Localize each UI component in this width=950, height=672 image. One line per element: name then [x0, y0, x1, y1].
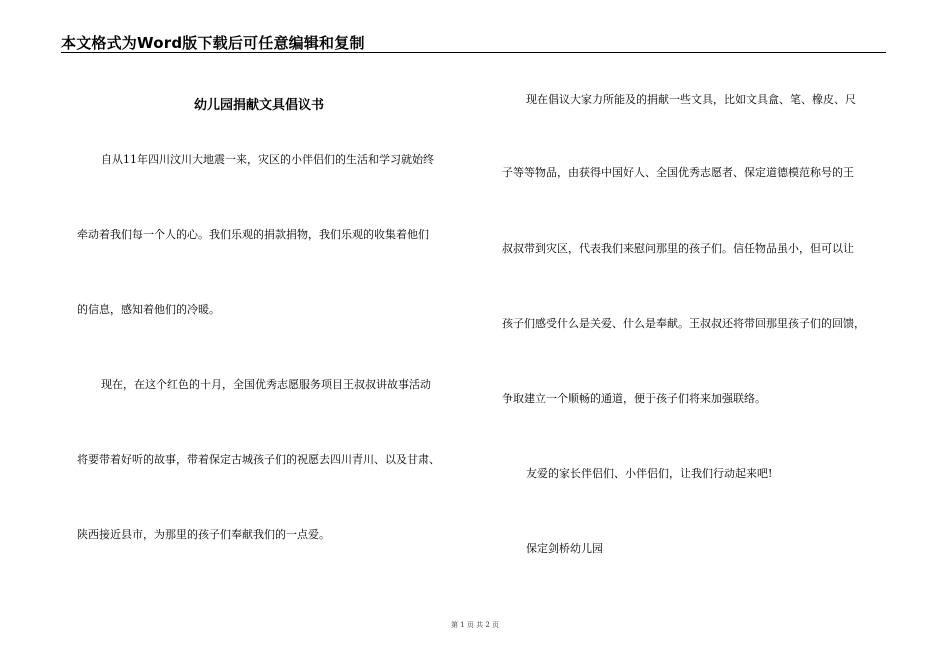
paragraph-line: 的信息，感知着他们的冷暖。	[77, 303, 220, 316]
paragraph-line: 争取建立一个顺畅的通道，便于孩子们将来加强联络。	[502, 392, 766, 405]
paragraph-line: 自从11年四川汶川大地震一来，灾区的小伴侣们的生活和学习就始终	[101, 153, 434, 166]
document-title: 幼儿园捐献文具倡议书	[194, 98, 325, 113]
paragraph-line: 子等等物品，由获得中国好人、全国优秀志愿者、保定道德模范称号的王	[502, 166, 854, 179]
paragraph-line: 叔叔带到灾区，代表我们来慰问那里的孩子们。信任物品虽小，但可以让	[502, 242, 854, 255]
paragraph-line: 陕西接近县市，为那里的孩子们奉献我们的一点爱。	[77, 528, 330, 541]
paragraph-line: 孩子们感受什么是关爱、什么是奉献。王叔叔还将带回那里孩子们的回馈，	[502, 317, 865, 330]
page-number-indicator: 第 1 页 共 2 页	[450, 621, 500, 629]
signature-line: 保定剑桥幼儿园	[526, 542, 603, 555]
paragraph-line: 将要带着好听的故事，带着保定古城孩子们的祝愿去四川青川、以及甘肃、	[77, 453, 440, 466]
header-divider	[61, 52, 886, 53]
document-header-banner: 本文格式为Word版下载后可任意编辑和复制	[61, 34, 365, 52]
paragraph-line: 友爱的家长伴侣们、小伴侣们，让我们行动起来吧!	[526, 467, 773, 480]
paragraph-line: 现在，在这个红色的十月，全国优秀志愿服务项目王叔叔讲故事活动	[101, 378, 431, 391]
paragraph-line: 现在倡议大家力所能及的捐献一些文具，比如文具盒、笔、橡皮、尺	[526, 93, 856, 106]
paragraph-line: 牵动着我们每一个人的心。我们乐观的捐款捐物，我们乐观的收集着他们	[77, 228, 429, 241]
